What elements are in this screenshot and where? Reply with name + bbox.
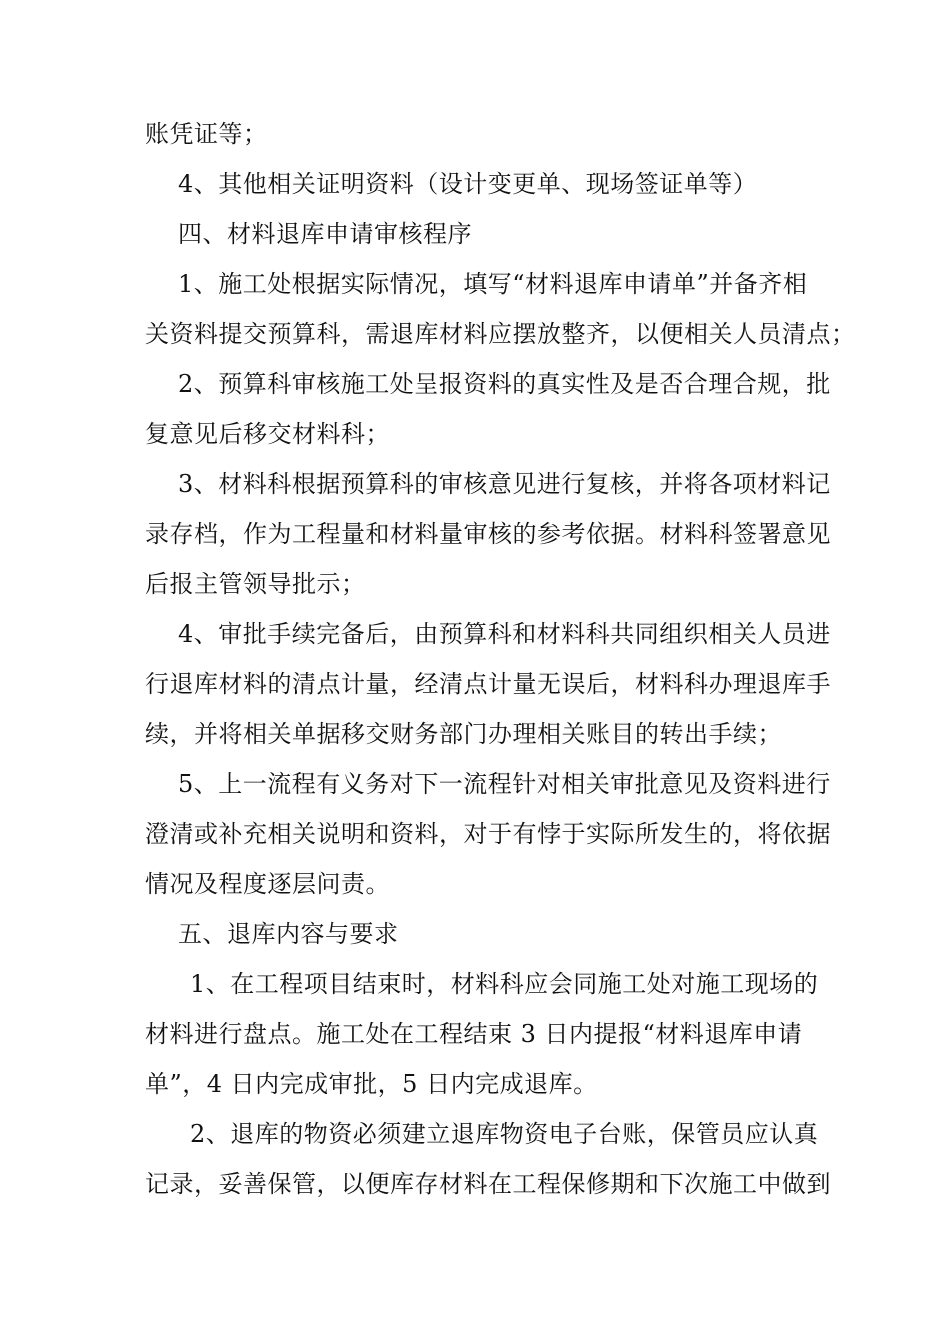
text-line: 1、在工程项目结束时，材料科应会同施工处对施工现场的 [190,970,819,998]
text-line: 2、预算科审核施工处呈报资料的真实性及是否合理合规，批 [178,370,831,398]
text-line: 关资料提交预算科，需退库材料应摆放整齐，以便相关人员清点； [145,320,856,348]
text-line: 4、其他相关证明资料（设计变更单、现场签证单等） [178,170,758,198]
section-heading: 五、退库内容与要求 [178,920,399,948]
text-line: 4、审批手续完备后，由预算科和材料科共同组织相关人员进 [178,620,831,648]
text-line: 行退库材料的清点计量，经清点计量无误后，材料科办理退库手 [145,670,831,698]
text-line: 澄清或补充相关说明和资料，对于有悖于实际所发生的，将依据 [145,820,831,848]
text-line: 后报主管领导批示； [145,570,366,598]
text-line: 材料进行盘点。施工处在工程结束 3 日内提报“材料退库申请 [145,1020,803,1048]
text-line: 账凭证等； [145,120,268,148]
text-line: 续，并将相关单据移交财务部门办理相关账目的转出手续； [145,720,782,748]
text-line: 记录，妥善保管，以便库存材料在工程保修期和下次施工中做到 [145,1170,831,1198]
text-line: 3、材料科根据预算科的审核意见进行复核，并将各项材料记 [178,470,831,498]
text-line: 单”，4 日内完成审批，5 日内完成退库。 [145,1070,598,1098]
text-line: 1、施工处根据实际情况，填写“材料退库申请单”并备齐相 [178,270,808,298]
text-line: 复意见后移交材料科； [145,420,390,448]
text-line: 录存档，作为工程量和材料量审核的参考依据。材料科签署意见 [145,520,831,548]
text-line: 5、上一流程有义务对下一流程针对相关审批意见及资料进行 [178,770,831,798]
text-line: 2、退库的物资必须建立退库物资电子台账，保管员应认真 [190,1120,819,1148]
text-line: 情况及程度逐层问责。 [145,870,390,898]
section-heading: 四、材料退库申请审核程序 [178,220,472,248]
